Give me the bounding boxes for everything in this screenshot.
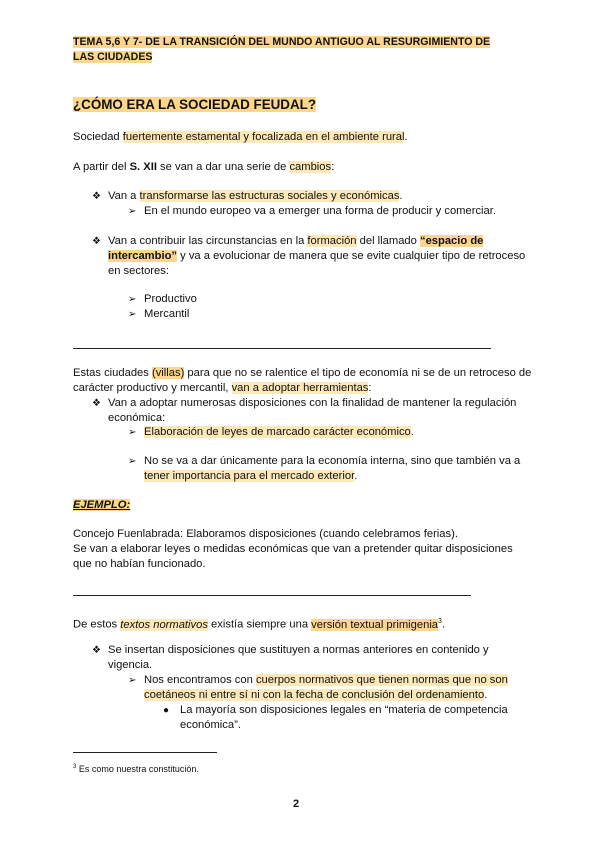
highlighted-text: coetáneos ni entre sí ni con la fecha de conclusión del ordenamiento	[144, 689, 485, 701]
arrow-bullet-icon: ➢	[128, 309, 137, 320]
bold-text: S. XII	[129, 161, 157, 173]
highlighted-text: tener importancia para el mercado exterior	[144, 470, 355, 482]
sector-item: Mercantil	[144, 308, 190, 320]
bullet-item-exchange	[108, 234, 483, 249]
highlighted-text: cambios	[289, 161, 332, 173]
sub-bullet-bodies-cont	[144, 688, 487, 703]
sub-bullet-item: En el mundo europeo va a emerger una forma de producir y comerciar.	[144, 205, 496, 217]
arrow-bullet-icon: ➢	[128, 206, 137, 217]
sub-bullet-bodies	[144, 673, 508, 688]
bullet-item-exchange-cont2: en sectores:	[108, 265, 169, 277]
arrow-bullet-icon: ➢	[128, 675, 137, 686]
text: .	[399, 190, 403, 202]
paragraph-villas-cont	[73, 381, 372, 396]
italic-highlighted-text: textos normativos	[120, 618, 208, 631]
highlighted-text: cuerpos normativos que tienen normas que no son	[255, 674, 508, 686]
text: se van a dar una serie de	[156, 161, 290, 173]
divider-line	[73, 595, 471, 596]
footnote-divider	[73, 752, 217, 753]
highlighted-text: transformarse las estructuras sociales y económicas	[139, 190, 400, 202]
sub-bullet-economy-cont	[144, 469, 357, 484]
text: .	[404, 131, 408, 143]
highlighted-text: Elaboración de leyes de marcado carácter económico	[144, 426, 411, 438]
arrow-bullet-icon: ➢	[128, 427, 137, 438]
text: Nos encontramos con	[144, 674, 256, 686]
example-line: Concejo Fuenlabrada: Elaboramos disposiciones (cuando celebramos ferias).	[73, 528, 458, 540]
bullet-item-exchange-cont	[108, 249, 525, 264]
paragraph-feudal-society	[73, 130, 408, 145]
text: De estos	[73, 618, 121, 631]
dot-bullet-icon: ●	[163, 705, 170, 716]
document-heading	[73, 35, 490, 50]
paragraph-xii-century	[73, 160, 334, 175]
example-title	[73, 498, 130, 513]
footnote-number: 3	[73, 764, 77, 770]
text: A partir del	[73, 161, 130, 173]
text: Van a	[108, 190, 140, 202]
paragraph-villas	[73, 366, 531, 381]
highlighted-text: versión textual primigenia	[311, 618, 439, 631]
text: :	[368, 382, 372, 394]
page-number: 2	[293, 798, 300, 810]
arrow-bullet-icon: ➢	[128, 294, 137, 305]
footnote-text: Es como nuestra constitución.	[76, 764, 199, 774]
text: existía siempre una	[207, 618, 312, 631]
text: carácter productivo y mercantil,	[73, 382, 232, 394]
text: Estas ciudades	[73, 367, 152, 379]
bullet-item-dispositions: Van a adoptar numerosas disposiciones con la finalidad de mantener la regulación	[108, 397, 517, 409]
document-heading-cont	[73, 50, 152, 65]
heading-line-1: TEMA 5,6 Y 7- DE LA TRANSICIÓN DEL MUNDO ANTIGUO AL RESURGIMIENTO DE	[73, 36, 491, 48]
text: Sociedad	[73, 131, 123, 143]
diamond-bullet-icon: ❖	[92, 236, 101, 247]
sub-bullet-laws	[144, 425, 414, 440]
bullet-item-transform	[108, 189, 403, 204]
section-title	[73, 97, 316, 112]
bullet-item-dispositions-cont: económica:	[108, 412, 166, 424]
text: .	[441, 618, 446, 631]
highlighted-text: van a adoptar herramientas	[231, 382, 369, 394]
example-line: que no habían funcionado.	[73, 558, 206, 570]
bullet-item-insert-cont: vigencia.	[108, 659, 153, 671]
dot-item-cont: económica”.	[180, 719, 241, 731]
text: .	[484, 689, 488, 701]
highlighted-text: (villas)	[151, 367, 185, 379]
bold-highlighted-text: intercambio”	[108, 250, 178, 262]
heading-line-2: LAS CIUDADES	[73, 51, 153, 63]
bold-highlighted-text: “espacio de	[419, 235, 484, 247]
diamond-bullet-icon: ❖	[92, 398, 101, 409]
text: :	[331, 161, 335, 173]
text: para que no se ralentice el tipo de economía ni se de un retroceso de	[184, 367, 532, 379]
sub-bullet-economy: No se va a dar únicamente para la economía interna, sino que también va a	[144, 455, 521, 467]
sector-item: Productivo	[144, 293, 197, 305]
text: y va a evolucionar de manera que se evite cualquier tipo de retroceso	[177, 250, 526, 262]
footnote	[73, 760, 199, 777]
dot-item: La mayoría son disposiciones legales en “materia de competencia	[180, 704, 508, 716]
text: .	[410, 426, 414, 438]
section-title-text: ¿CÓMO ERA LA SOCIEDAD FEUDAL?	[73, 97, 317, 112]
paragraph-normative-texts	[73, 614, 445, 633]
highlighted-text: fuertemente estamental y focalizada en el ambiente rural	[122, 131, 405, 143]
text: del llamado	[356, 235, 420, 247]
example-title-text: EJEMPLO:	[73, 499, 131, 511]
example-line: Se van a elaborar leyes o medidas económicas que van a pretender quitar disposiciones	[73, 543, 513, 555]
divider-line	[73, 348, 491, 349]
arrow-bullet-icon: ➢	[128, 456, 137, 467]
text: .	[354, 470, 358, 482]
footnote-ref[interactable]: 3	[438, 618, 442, 625]
text: Van a contribuir las circunstancias en la	[108, 235, 308, 247]
highlighted-text: formación	[307, 235, 357, 247]
bullet-item-insert: Se insertan disposiciones que sustituyen a normas anteriores en contenido y	[108, 644, 489, 656]
diamond-bullet-icon: ❖	[92, 645, 101, 656]
diamond-bullet-icon: ❖	[92, 191, 101, 202]
